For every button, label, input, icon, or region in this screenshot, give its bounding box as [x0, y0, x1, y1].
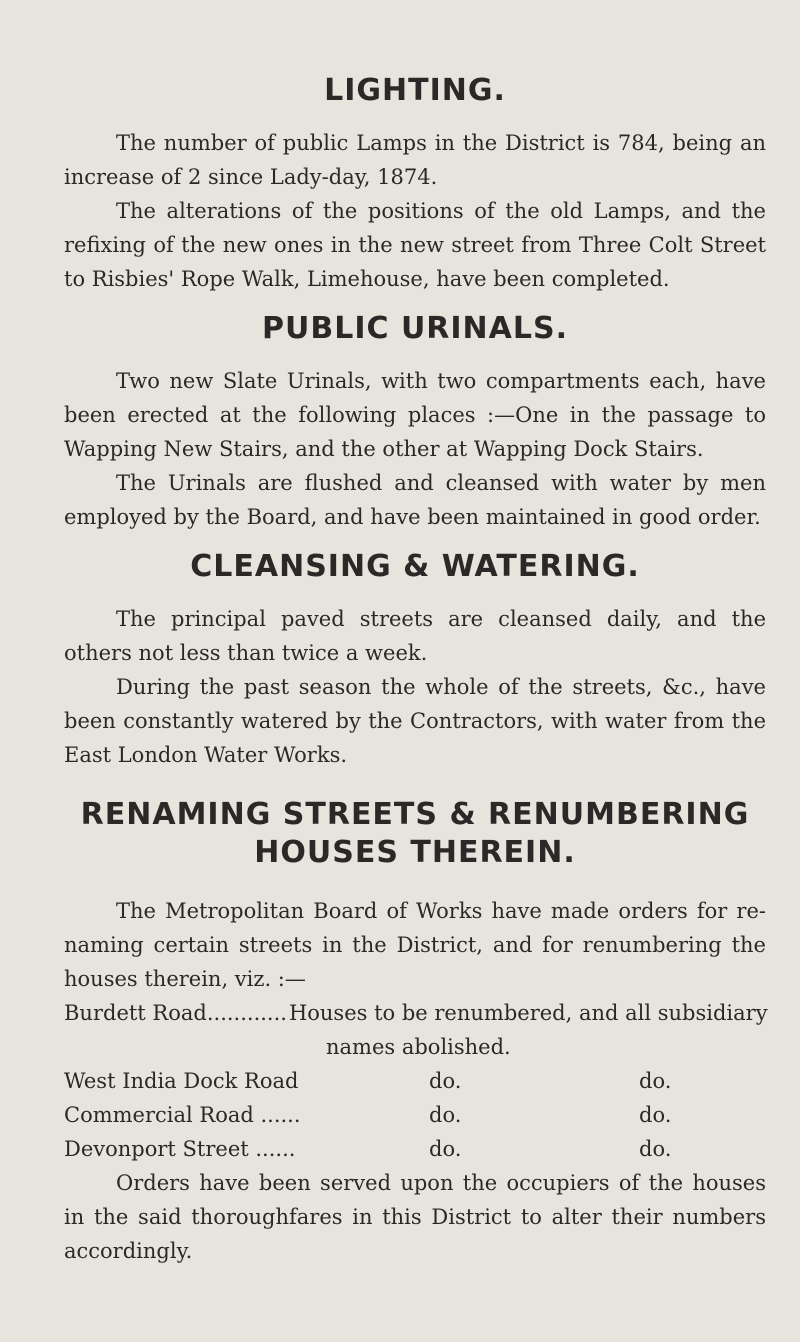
street-name: Commercial Road ...... [64, 1103, 301, 1127]
heading-cleansing-watering: CLEANSING & WATERING. [190, 549, 640, 584]
ditto-mark: do. [639, 1103, 672, 1127]
street-name: Devonport Street ...... [64, 1137, 296, 1161]
lighting-paragraph-2: The alterations of the positions of the old Lamps, and the refixing of the new ones in the new street from Three Colt Street to Risbies' Rope Walk, Limehouse, have been completed. [64, 199, 766, 291]
list-row [64, 1098, 766, 1132]
street-name: Burdett Road............ [64, 1001, 287, 1025]
street-list [64, 996, 766, 1166]
heading-renaming-line-1: RENAMING STREETS & RENUMBERING [80, 797, 750, 832]
urinals-paragraph-2: The Urinals are flushed and cleansed with water by men employed by the Board, and have been maintained in good order. [64, 471, 766, 529]
heading-public-urinals: PUBLIC URINALS. [261, 311, 569, 346]
heading-lighting: LIGHTING. [324, 73, 506, 108]
cleansing-paragraph-1: The principal paved streets are cleansed daily, and the others not less than twice a week. [64, 607, 766, 665]
ditto-mark: do. [429, 1069, 462, 1093]
street-order-description: Houses to be renumbered, and all subsidiary [288, 1001, 768, 1025]
ditto-mark: do. [639, 1137, 672, 1161]
ditto-mark: do. [639, 1069, 672, 1093]
cleansing-paragraph-2: During the past season the whole of the streets, &c., have been constantly watered by the Contractors, with water from the East London Water Works. [64, 675, 766, 767]
urinals-paragraph-1: Two new Slate Urinals, with two compartments each, have been erected at the following places :—One in the passage to Wapping New Stairs, and the other at Wapping Dock Stairs. [64, 369, 766, 461]
heading-renaming-streets [64, 796, 766, 872]
heading-renaming-line-2: HOUSES THEREIN. [254, 835, 576, 870]
list-row-burdett-road [64, 996, 766, 1030]
lighting-paragraph-1: The number of public Lamps in the District is 784, being an increase of 2 since Lady-day, 1874. [64, 131, 766, 189]
street-name: West India Dock Road [64, 1069, 299, 1093]
list-row [64, 1064, 766, 1098]
renaming-closing-paragraph: Orders have been served upon the occupiers of the houses in the said thoroughfares in this District to alter their numbers accordingly. [64, 1171, 766, 1263]
renaming-intro-paragraph: The Metropolitan Board of Works have made orders for re-naming certain streets in the District, and for renumbering the houses therein, viz. :— [64, 899, 766, 991]
ditto-mark: do. [429, 1103, 462, 1127]
list-row [64, 1132, 766, 1166]
ditto-mark: do. [429, 1137, 462, 1161]
street-order-description-continued: names abolished. [326, 1035, 511, 1059]
